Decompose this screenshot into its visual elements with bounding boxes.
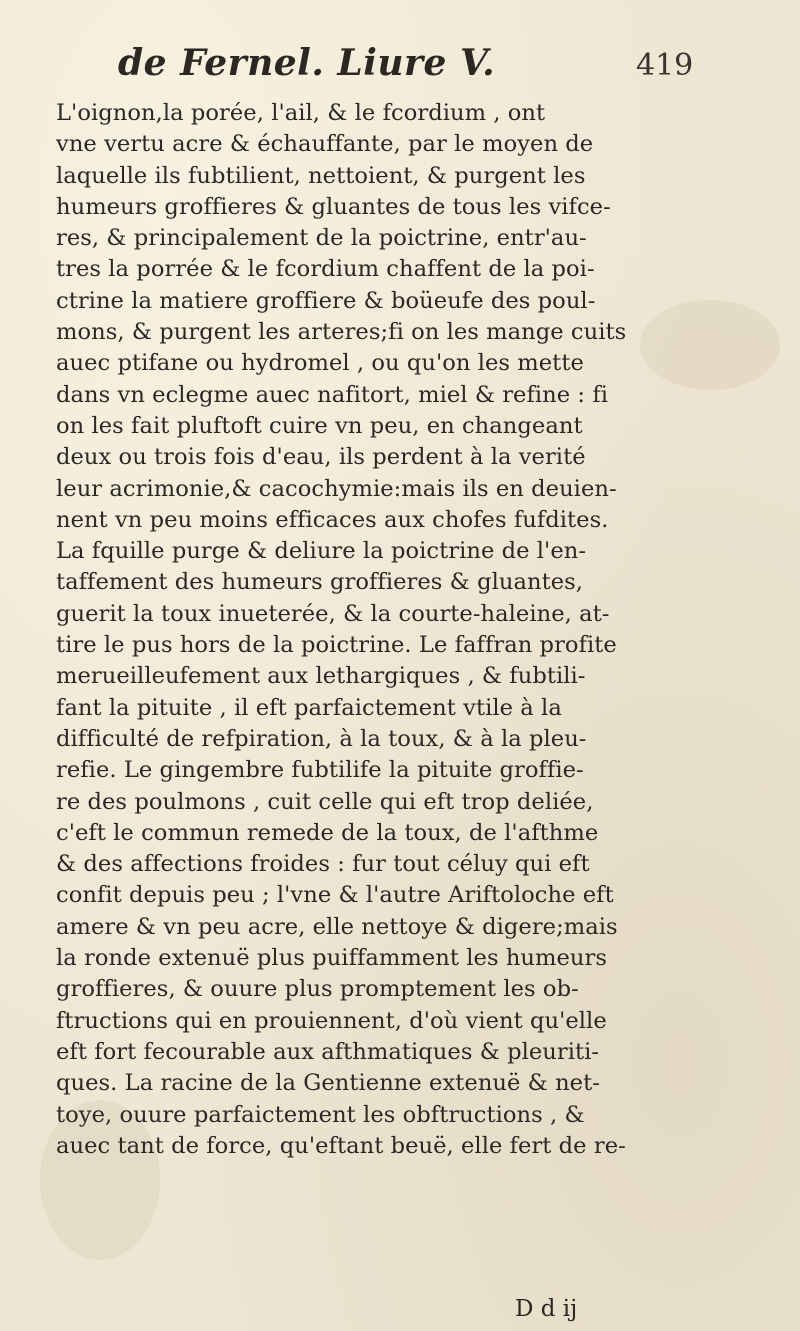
text-line: on les fait pluftoft cuire vn peu, en changeant bbox=[56, 412, 583, 439]
text-line: deux ou trois fois d'eau, ils perdent à la verité bbox=[56, 444, 586, 471]
text-line: laquelle ils fubtilient, nettoient, & purgent les bbox=[56, 162, 586, 189]
text-line: confit depuis peu ; l'vne & l'autre Ariftoloche eft bbox=[56, 882, 614, 909]
text-line: groffieres, & ouure plus promptement les ob- bbox=[56, 976, 579, 1003]
text-line: c'eft le commun remede de la toux, de l'afthme bbox=[56, 819, 599, 846]
page-header bbox=[118, 42, 758, 92]
text-line: re des poulmons , cuit celle qui eft trop deliée, bbox=[56, 788, 594, 815]
text-line: ques. La racine de la Gentienne extenuë & net- bbox=[56, 1070, 600, 1097]
text-line: L'oignon,la porée, l'ail, & le fcordium , ont bbox=[56, 100, 546, 126]
running-head: de Fernel. Liure V. bbox=[118, 42, 496, 84]
text-line: merueilleufement aux lethargiques , & fubtili- bbox=[56, 663, 586, 690]
text-line: guerit la toux inueterée, & la courte-haleine, at- bbox=[56, 600, 610, 627]
text-line: toye, ouure parfaictement les obftructions , & bbox=[56, 1101, 585, 1128]
text-line: leur acrimonie,& cacochymie:mais ils en deuien- bbox=[56, 475, 617, 502]
page-number: 419 bbox=[636, 48, 694, 83]
text-line: mons, & purgent les arteres;fi on les mange cuits bbox=[56, 319, 627, 346]
text-line: humeurs groffieres & gluantes de tous les vifce- bbox=[56, 193, 611, 220]
text-line: fant la pituite , il eft parfaictement vtile à la bbox=[56, 694, 562, 721]
text-line: dans vn eclegme auec nafitort, miel & refine : fi bbox=[56, 381, 609, 408]
text-line: amere & vn peu acre, elle nettoye & digere;mais bbox=[56, 913, 618, 940]
text-line: La fquille purge & deliure la poictrine de l'en- bbox=[56, 538, 587, 565]
text-line: eft fort fecourable aux afthmatiques & pleuriti- bbox=[56, 1038, 600, 1065]
text-line: auec ptifane ou hydromel , ou qu'on les mette bbox=[56, 350, 584, 377]
body-text bbox=[56, 98, 796, 1162]
text-line: auec tant de force, qu'eftant beuë, elle fert de re- bbox=[56, 1132, 626, 1159]
text-line: nent vn peu moins efficaces aux chofes fufdites. bbox=[56, 506, 609, 533]
text-line: vne vertu acre & échauffante, par le moyen de bbox=[56, 131, 594, 158]
text-line: difficulté de refpiration, à la toux, & à la pleu- bbox=[56, 725, 587, 752]
text-line: ctrine la matiere groffiere & boüeufe des poul- bbox=[56, 287, 596, 314]
text-line: tire le pus hors de la poictrine. Le faffran profite bbox=[56, 632, 617, 659]
catchword: D d ij bbox=[515, 1296, 578, 1322]
text-line: refie. Le gingembre fubtilife la pituite groffie- bbox=[56, 757, 584, 784]
text-line: & des affections froides : fur tout céluy qui eft bbox=[56, 851, 590, 878]
text-line: tres la porrée & le fcordium chaffent de la poi- bbox=[56, 256, 595, 283]
text-line: la ronde extenuë plus puiffamment les humeurs bbox=[56, 945, 608, 972]
text-line: taffement des humeurs groffieres & gluantes, bbox=[56, 569, 584, 596]
text-line: ftructions qui en prouiennent, d'où vient qu'elle bbox=[56, 1007, 607, 1034]
text-line: res, & principalement de la poictrine, entr'au- bbox=[56, 225, 587, 252]
